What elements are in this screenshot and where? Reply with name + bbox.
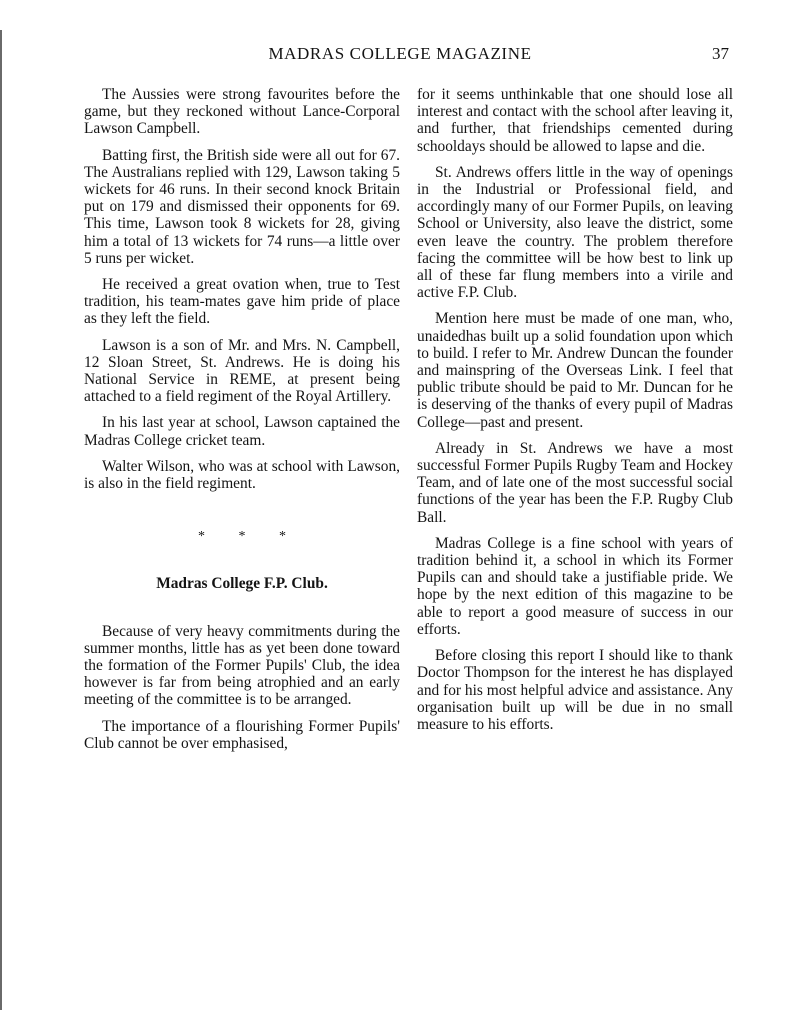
paragraph: He received a great ovation when, true to Test tradition, his team-mates gave him pride of place as they left the field. xyxy=(84,276,400,328)
paragraph: for it seems unthinkable that one should lose all interest and contact with the school after leaving it, and further, that friendships cemented during schooldays should be allowed to lapse and die. xyxy=(417,86,733,155)
paragraph: St. Andrews offers little in the way of openings in the Industrial or Professional field, and accordingly many of our Former Pupils, on leaving School or University, also leave the district, some even leave the country. The problem therefore facing the committee will be how best to link up all of these far flung members into a virile and active F.P. Club. xyxy=(417,163,733,302)
running-title: MADRAS COLLEGE MAGAZINE xyxy=(268,44,532,63)
section-separator: * * * xyxy=(198,529,286,545)
paragraph: Madras College is a fine school with years of tradition behind it, a school in which its Former Pupils can and should take a justifiable pride. We hope by the next edition of this magazine to be able to report a good measure of success in our efforts. xyxy=(417,534,733,638)
section-heading: Madras College F.P. Club. xyxy=(156,575,328,593)
scan-edge-line xyxy=(0,30,2,1010)
paragraph: Walter Wilson, who was at school with Lawson, is also in the field regiment. xyxy=(84,457,400,493)
paragraph: The importance of a flourishing Former Pupils' Club cannot be over emphasised, xyxy=(84,717,400,752)
paragraph: Already in St. Andrews we have a most successful Former Pupils Rugby Team and Hockey Team, and of late one of the most successful social functions of the year has been the F.P. Rugby Club Ball. xyxy=(417,439,733,526)
right-column xyxy=(417,86,733,742)
left-column xyxy=(84,86,400,761)
paragraph: Batting first, the British side were all out for 67. The Australians replied with 129, Lawson taking 5 wickets for 46 runs. In their second knock Britain put on 179 and dismissed their opponents for 69. This time, Lawson took 8 wickets for 28, giving him a total of 13 wickets for 74 runs—a little over 5 runs per wicket. xyxy=(84,146,400,267)
page-number: 37 xyxy=(712,44,729,63)
paragraph: Because of very heavy commitments during the summer months, little has as yet been done toward the formation of the Former Pupils' Club, the idea however is far from being atrophied and an early meeting of the committee is to be arranged. xyxy=(84,622,400,709)
paragraph: Before closing this report I should like to thank Doctor Thompson for the interest he has displayed and for his most helpful advice and assistance. Any organisation built up will be due in no small measure to his efforts. xyxy=(417,647,733,733)
paragraph: The Aussies were strong favourites before the game, but they reckoned without Lance-Corporal Lawson Campbell. xyxy=(84,86,400,138)
paragraph: Lawson is a son of Mr. and Mrs. N. Campbell, 12 Sloan Street, St. Andrews. He is doing his National Service in REME, at present being attached to a field regiment of the Royal Artillery. xyxy=(84,336,400,406)
paragraph: Mention here must be made of one man, who, unaidedhas built up a solid foundation upon which to build. I refer to Mr. Andrew Duncan the founder and mainspring of the Overseas Link. I feel that public tribute should be paid to Mr. Duncan for he is deserving of the thanks of every pupil of Madras College—past and present. xyxy=(417,310,733,431)
paragraph: In his last year at school, Lawson captained the Madras College cricket team. xyxy=(84,414,400,449)
